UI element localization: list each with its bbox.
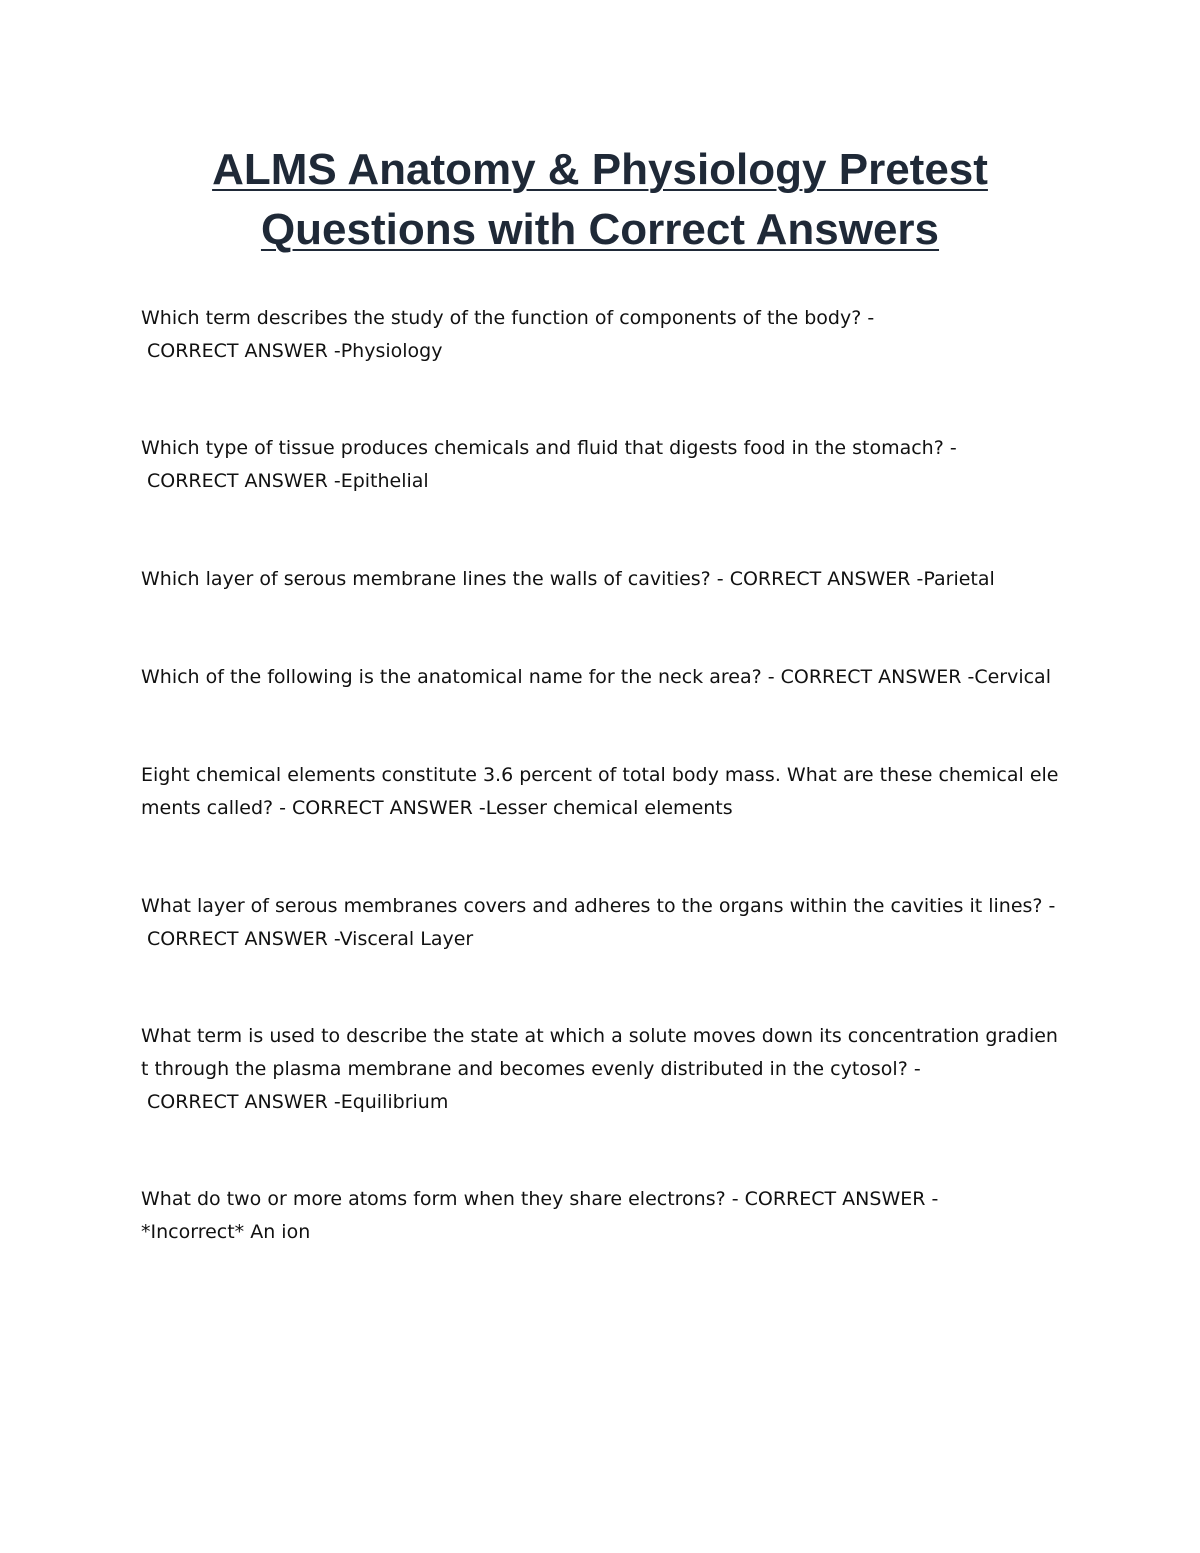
title-line-2: Questions with Correct Answers xyxy=(260,205,940,254)
question-text: t through the plasma membrane and becomes evenly distributed in the cytosol? - xyxy=(141,1058,921,1080)
qa-item-2 xyxy=(141,432,1071,498)
question-text: Which term describes the study of the function of components of the body? - xyxy=(141,307,875,329)
qa-item-8 xyxy=(141,1183,1071,1249)
answer-text: CORRECT ANSWER -Epithelial xyxy=(147,470,429,492)
qa-item-6 xyxy=(141,890,1071,956)
question-answer-text: What do two or more atoms form when they share electrons? - CORRECT ANSWER - xyxy=(141,1188,939,1210)
qa-item-7 xyxy=(141,1020,1071,1119)
document-title xyxy=(100,140,1100,260)
qa-item-4 xyxy=(141,661,1071,694)
answer-text: CORRECT ANSWER -Physiology xyxy=(147,340,443,362)
answer-text: *Incorrect* An ion xyxy=(141,1221,311,1243)
question-answer-text: Which layer of serous membrane lines the walls of cavities? - CORRECT ANSWER -Parietal xyxy=(141,568,995,590)
answer-text: CORRECT ANSWER -Equilibrium xyxy=(147,1091,449,1113)
answer-text: CORRECT ANSWER -Visceral Layer xyxy=(147,928,474,950)
question-answer-text: ments called? - CORRECT ANSWER -Lesser chemical elements xyxy=(141,797,733,819)
question-text: Eight chemical elements constitute 3.6 percent of total body mass. What are these chemical ele xyxy=(141,764,1059,786)
qa-item-5 xyxy=(141,759,1071,825)
question-answer-text: Which of the following is the anatomical name for the neck area? - CORRECT ANSWER -Cervical xyxy=(141,666,1051,688)
question-text: What term is used to describe the state at which a solute moves down its concentration gradien xyxy=(141,1025,1058,1047)
question-text: What layer of serous membranes covers and adheres to the organs within the cavities it lines? - xyxy=(141,895,1056,917)
question-text: Which type of tissue produces chemicals and fluid that digests food in the stomach? - xyxy=(141,437,957,459)
qa-item-3 xyxy=(141,563,1071,596)
qa-item-1 xyxy=(141,302,1071,368)
title-line-1: ALMS Anatomy & Physiology Pretest xyxy=(212,145,988,194)
